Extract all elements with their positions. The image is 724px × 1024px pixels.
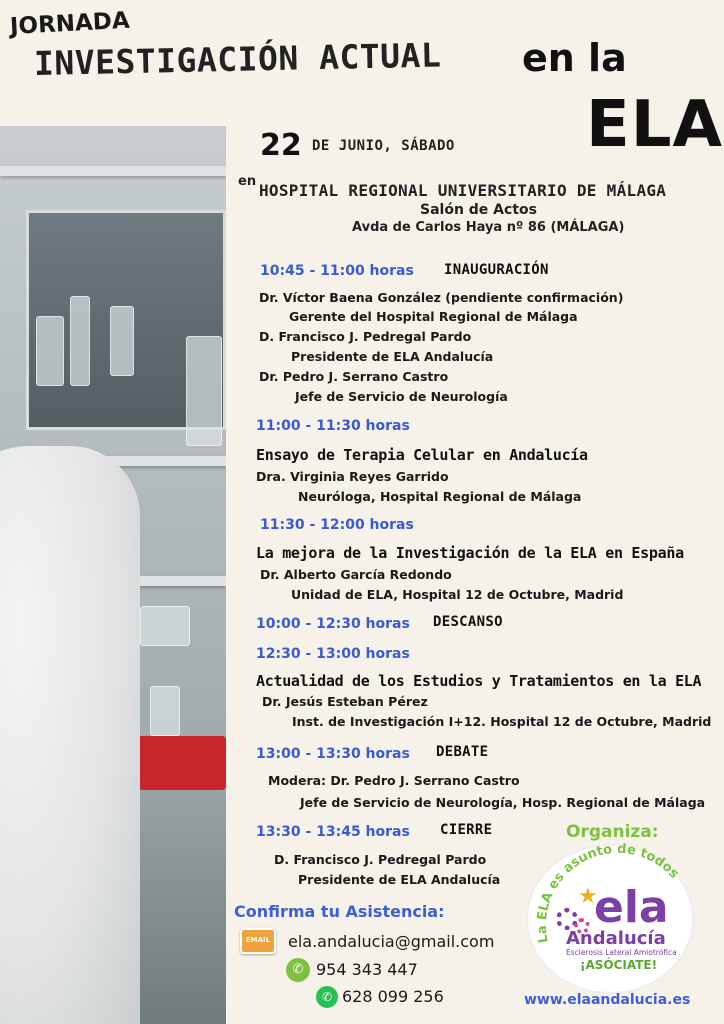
star-icon: ★ (578, 884, 598, 909)
speaker-line: Modera: Dr. Pedro J. Serrano Castro (268, 773, 520, 788)
event-room: Salón de Actos (420, 202, 537, 218)
confirm-heading: Confirma tu Asistencia: (234, 902, 445, 921)
speaker-line: Inst. de Investigación I+12. Hospital 12 de Octubre, Madrid (292, 714, 712, 729)
lab-photo (0, 126, 226, 1024)
website-link[interactable]: www.elaandalucia.es (524, 992, 691, 1008)
speaker-line: D. Francisco J. Pedregal Pardo (274, 852, 487, 867)
speaker-line: Neuróloga, Hospital Regional de Málaga (298, 489, 582, 504)
speaker-line: Presidente de ELA Andalucía (291, 349, 494, 364)
speaker-line: Unidad de ELA, Hospital 12 de Octubre, Madrid (291, 587, 624, 602)
speaker-line: Dr. Víctor Baena González (pendiente confirmación) (259, 290, 624, 305)
speaker-line: Dra. Virginia Reyes Garrido (256, 469, 449, 484)
session-time: 10:45 - 11:00 horas (260, 263, 414, 279)
session-tag: INAUGURACIÓN (444, 262, 549, 278)
speaker-line: Presidente de ELA Andalucía (298, 872, 501, 887)
event-en: en (238, 174, 257, 189)
talk-title: Ensayo de Terapia Celular en Andalucía (256, 446, 588, 464)
session-time: 13:30 - 13:45 horas (256, 824, 410, 840)
speaker-line: Dr. Pedro J. Serrano Castro (259, 369, 449, 384)
contact-phone[interactable]: 954 343 447 (316, 960, 418, 979)
jornada-label: JORNADA (9, 7, 131, 40)
cta-asociate: ¡ASÓCIATE! (580, 958, 658, 972)
session-time: 12:30 - 13:00 horas (256, 646, 410, 662)
whatsapp-icon: ✆ (316, 986, 338, 1008)
contact-whatsapp[interactable]: 628 099 256 (342, 987, 444, 1006)
session-time: 10:00 - 12:30 horas (256, 616, 410, 632)
speaker-line: Jefe de Servicio de Neurología (295, 389, 508, 404)
session-time: 11:30 - 12:00 horas (260, 517, 414, 533)
speaker-line: Dr. Alberto García Redondo (260, 567, 452, 582)
speaker-line: Jefe de Servicio de Neurología, Hosp. Regional de Málaga (300, 795, 706, 810)
contact-email[interactable]: ela.andalucia@gmail.com (288, 932, 495, 951)
session-time: 11:00 - 11:30 horas (256, 418, 410, 434)
logo-main: ela (594, 882, 669, 933)
title-main: INVESTIGACIÓN ACTUAL (33, 35, 442, 83)
session-time: 13:00 - 13:30 horas (256, 746, 410, 762)
session-tag: DESCANSO (433, 614, 503, 630)
title-en-la: en la (522, 36, 627, 80)
event-address: Avda de Carlos Haya nº 86 (MÁLAGA) (352, 220, 625, 235)
email-icon: EMAIL (240, 928, 276, 954)
svg-text:La ELA es asunto de todos: La ELA es asunto de todos (534, 841, 682, 945)
phone-icon: ✆ (286, 958, 310, 982)
event-day: 22 (260, 128, 302, 163)
event-hospital: HOSPITAL REGIONAL UNIVERSITARIO DE MÁLAGA (259, 181, 667, 200)
event-date: DE JUNIO, SÁBADO (312, 138, 455, 154)
speaker-line: Gerente del Hospital Regional de Málaga (289, 309, 578, 324)
session-tag: DEBATE (436, 744, 489, 760)
talk-title: Actualidad de los Estudios y Tratamientos en la ELA (256, 672, 702, 690)
speaker-line: Dr. Jesús Esteban Pérez (262, 694, 428, 709)
speaker-line: D. Francisco J. Pedregal Pardo (259, 329, 472, 344)
logo-sub: Andalucía (566, 928, 666, 949)
talk-title: La mejora de la Investigación de la ELA en España (256, 544, 684, 562)
logo-tagline: Esclerosis Lateral Amiotrófica (566, 948, 677, 957)
session-tag: CIERRE (440, 822, 493, 838)
organizer-heading: Organiza: (566, 822, 659, 842)
title-ela: ELA (586, 88, 724, 162)
